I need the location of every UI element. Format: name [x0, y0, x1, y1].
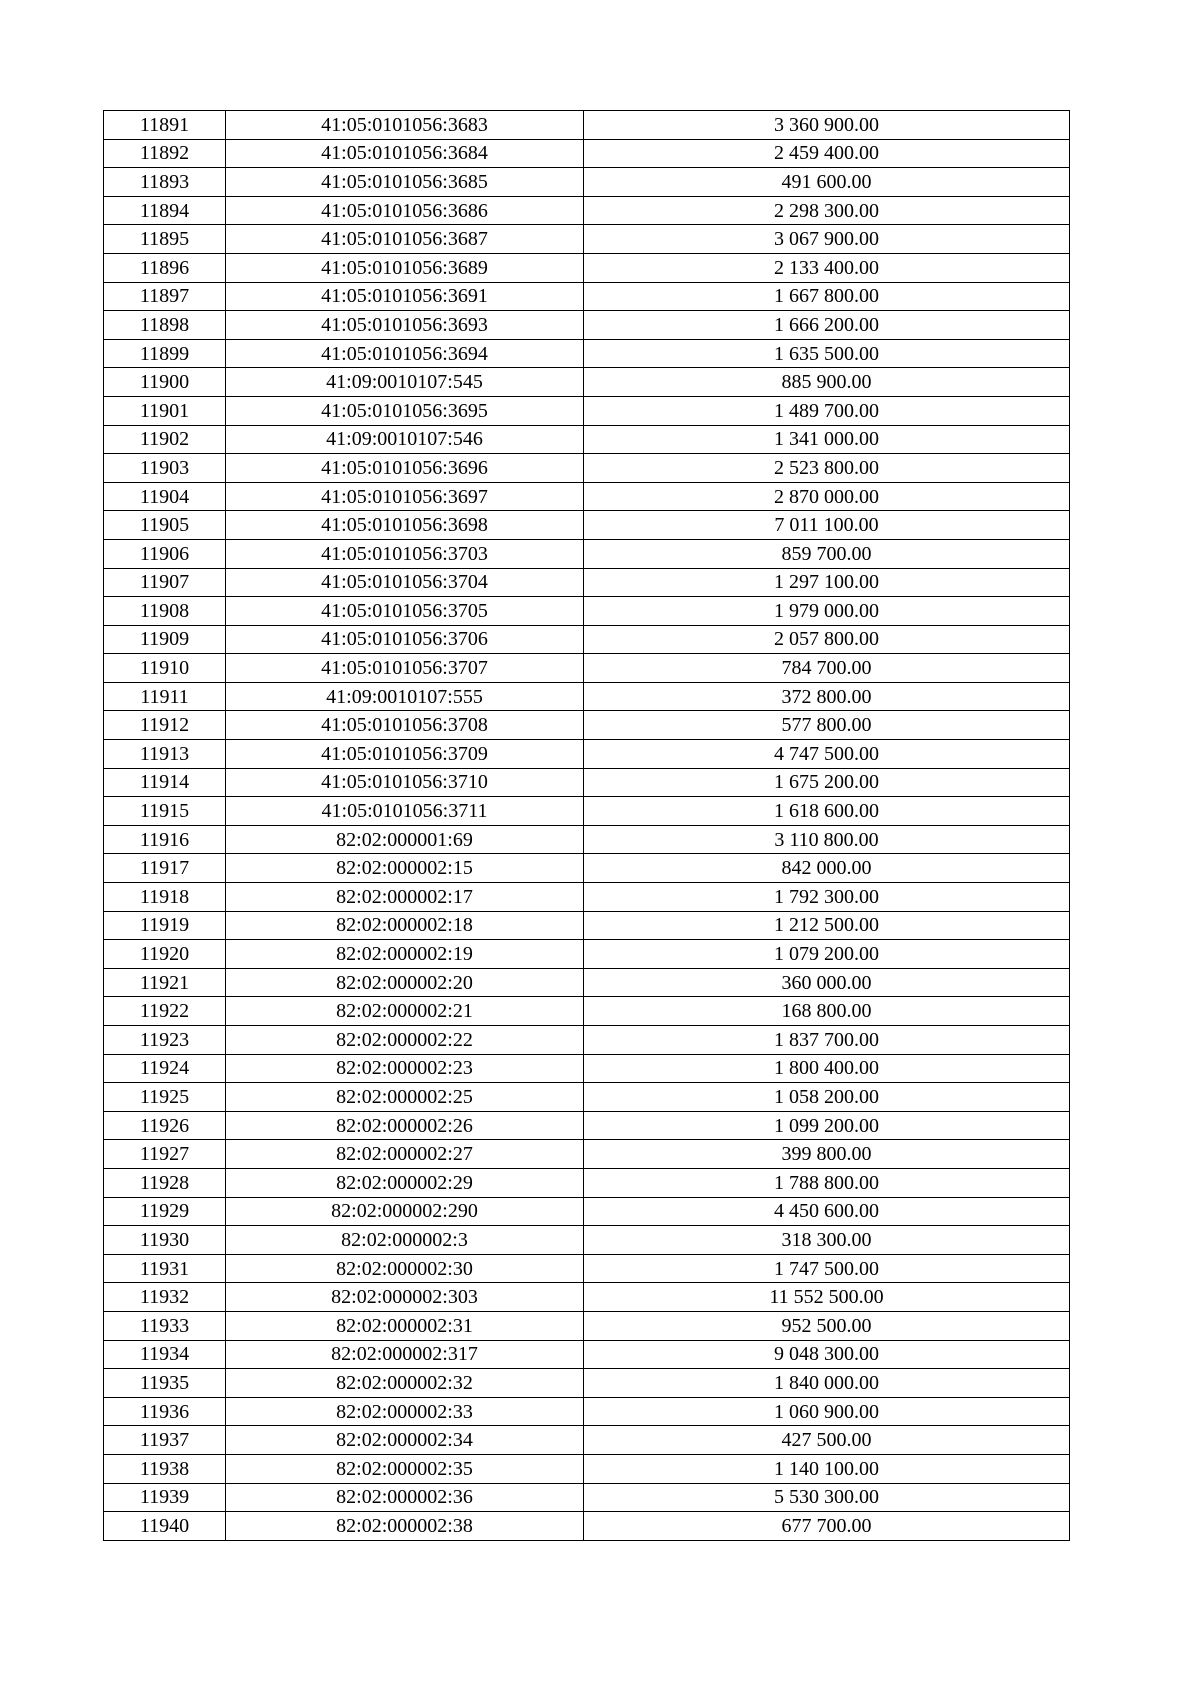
cadastral-value-cell: 3 067 900.00	[584, 225, 1070, 254]
cadastral-value-table	[103, 110, 1070, 1541]
cadastral-value-cell: 1 837 700.00	[584, 1026, 1070, 1055]
row-number-cell: 11903	[104, 454, 226, 483]
cadastral-value-cell: 4 450 600.00	[584, 1197, 1070, 1226]
table-row	[104, 253, 1070, 282]
cadastral-value-cell: 1 675 200.00	[584, 768, 1070, 797]
table-row	[104, 1512, 1070, 1541]
cadastral-value-cell: 7 011 100.00	[584, 511, 1070, 540]
cadastral-number-cell: 82:02:000002:25	[226, 1083, 584, 1112]
table-row	[104, 682, 1070, 711]
cadastral-value-cell: 952 500.00	[584, 1311, 1070, 1340]
table-row	[104, 1369, 1070, 1398]
row-number-cell: 11929	[104, 1197, 226, 1226]
table-row	[104, 454, 1070, 483]
cadastral-value-cell: 5 530 300.00	[584, 1483, 1070, 1512]
cadastral-value-cell: 1 212 500.00	[584, 911, 1070, 940]
cadastral-number-cell: 82:02:000002:38	[226, 1512, 584, 1541]
cadastral-value-cell: 1 788 800.00	[584, 1168, 1070, 1197]
cadastral-number-cell: 82:02:000002:34	[226, 1426, 584, 1455]
row-number-cell: 11921	[104, 968, 226, 997]
row-number-cell: 11924	[104, 1054, 226, 1083]
row-number-cell: 11927	[104, 1140, 226, 1169]
cadastral-value-cell: 318 300.00	[584, 1226, 1070, 1255]
cadastral-number-cell: 41:05:0101056:3693	[226, 311, 584, 340]
row-number-cell: 11901	[104, 396, 226, 425]
cadastral-number-cell: 41:05:0101056:3686	[226, 196, 584, 225]
row-number-cell: 11930	[104, 1226, 226, 1255]
cadastral-number-cell: 82:02:000002:29	[226, 1168, 584, 1197]
table-row	[104, 1140, 1070, 1169]
table-row	[104, 482, 1070, 511]
table-row	[104, 968, 1070, 997]
table-row	[104, 854, 1070, 883]
row-number-cell: 11909	[104, 625, 226, 654]
row-number-cell: 11892	[104, 139, 226, 168]
row-number-cell: 11935	[104, 1369, 226, 1398]
cadastral-value-cell: 1 297 100.00	[584, 568, 1070, 597]
cadastral-value-cell: 1 099 200.00	[584, 1111, 1070, 1140]
cadastral-number-cell: 41:05:0101056:3685	[226, 168, 584, 197]
row-number-cell: 11933	[104, 1311, 226, 1340]
row-number-cell: 11936	[104, 1397, 226, 1426]
cadastral-number-cell: 82:02:000002:21	[226, 997, 584, 1026]
row-number-cell: 11912	[104, 711, 226, 740]
table-row	[104, 1483, 1070, 1512]
table-row	[104, 368, 1070, 397]
cadastral-number-cell: 82:02:000002:317	[226, 1340, 584, 1369]
table-row	[104, 1111, 1070, 1140]
row-number-cell: 11917	[104, 854, 226, 883]
table-row	[104, 396, 1070, 425]
cadastral-number-cell: 41:05:0101056:3687	[226, 225, 584, 254]
table-row	[104, 139, 1070, 168]
table-row	[104, 625, 1070, 654]
table-row	[104, 1311, 1070, 1340]
row-number-cell: 11894	[104, 196, 226, 225]
row-number-cell: 11919	[104, 911, 226, 940]
table-row	[104, 168, 1070, 197]
cadastral-number-cell: 82:02:000002:19	[226, 940, 584, 969]
cadastral-number-cell: 41:05:0101056:3711	[226, 797, 584, 826]
row-number-cell: 11932	[104, 1283, 226, 1312]
cadastral-value-cell: 3 360 900.00	[584, 111, 1070, 140]
row-number-cell: 11899	[104, 339, 226, 368]
cadastral-number-cell: 41:05:0101056:3704	[226, 568, 584, 597]
cadastral-value-cell: 427 500.00	[584, 1426, 1070, 1455]
cadastral-value-cell: 2 133 400.00	[584, 253, 1070, 282]
table-row	[104, 1226, 1070, 1255]
row-number-cell: 11925	[104, 1083, 226, 1112]
cadastral-number-cell: 82:02:000002:27	[226, 1140, 584, 1169]
row-number-cell: 11907	[104, 568, 226, 597]
cadastral-value-cell: 372 800.00	[584, 682, 1070, 711]
table-row	[104, 282, 1070, 311]
cadastral-number-cell: 41:05:0101056:3708	[226, 711, 584, 740]
cadastral-value-cell: 1 979 000.00	[584, 597, 1070, 626]
cadastral-value-cell: 2 057 800.00	[584, 625, 1070, 654]
cadastral-number-cell: 82:02:000002:31	[226, 1311, 584, 1340]
row-number-cell: 11928	[104, 1168, 226, 1197]
cadastral-value-cell: 677 700.00	[584, 1512, 1070, 1541]
table-row	[104, 1168, 1070, 1197]
table-row	[104, 1340, 1070, 1369]
cadastral-value-cell: 2 523 800.00	[584, 454, 1070, 483]
table-row	[104, 883, 1070, 912]
row-number-cell: 11895	[104, 225, 226, 254]
table-row	[104, 539, 1070, 568]
row-number-cell: 11893	[104, 168, 226, 197]
cadastral-number-cell: 41:05:0101056:3696	[226, 454, 584, 483]
cadastral-number-cell: 82:02:000002:303	[226, 1283, 584, 1312]
cadastral-number-cell: 41:05:0101056:3707	[226, 654, 584, 683]
row-number-cell: 11910	[104, 654, 226, 683]
cadastral-number-cell: 41:05:0101056:3689	[226, 253, 584, 282]
cadastral-number-cell: 41:05:0101056:3697	[226, 482, 584, 511]
row-number-cell: 11923	[104, 1026, 226, 1055]
row-number-cell: 11896	[104, 253, 226, 282]
row-number-cell: 11905	[104, 511, 226, 540]
cadastral-value-cell: 9 048 300.00	[584, 1340, 1070, 1369]
cadastral-value-cell: 1 489 700.00	[584, 396, 1070, 425]
row-number-cell: 11934	[104, 1340, 226, 1369]
row-number-cell: 11939	[104, 1483, 226, 1512]
cadastral-number-cell: 82:02:000001:69	[226, 825, 584, 854]
row-number-cell: 11920	[104, 940, 226, 969]
table-row	[104, 1397, 1070, 1426]
cadastral-number-cell: 82:02:000002:30	[226, 1254, 584, 1283]
cadastral-number-cell: 41:05:0101056:3691	[226, 282, 584, 311]
row-number-cell: 11922	[104, 997, 226, 1026]
cadastral-value-cell: 360 000.00	[584, 968, 1070, 997]
row-number-cell: 11931	[104, 1254, 226, 1283]
cadastral-value-cell: 842 000.00	[584, 854, 1070, 883]
row-number-cell: 11908	[104, 597, 226, 626]
cadastral-value-cell: 2 459 400.00	[584, 139, 1070, 168]
table-row	[104, 797, 1070, 826]
row-number-cell: 11918	[104, 883, 226, 912]
table-row	[104, 825, 1070, 854]
cadastral-number-cell: 82:02:000002:290	[226, 1197, 584, 1226]
cadastral-value-cell: 1 058 200.00	[584, 1083, 1070, 1112]
cadastral-value-cell: 859 700.00	[584, 539, 1070, 568]
table-row	[104, 1454, 1070, 1483]
table-row	[104, 225, 1070, 254]
table-body	[104, 111, 1070, 1541]
row-number-cell: 11926	[104, 1111, 226, 1140]
table-row	[104, 597, 1070, 626]
cadastral-value-cell: 1 341 000.00	[584, 425, 1070, 454]
cadastral-number-cell: 82:02:000002:17	[226, 883, 584, 912]
cadastral-number-cell: 41:05:0101056:3683	[226, 111, 584, 140]
cadastral-number-cell: 82:02:000002:26	[226, 1111, 584, 1140]
cadastral-number-cell: 82:02:000002:33	[226, 1397, 584, 1426]
cadastral-value-cell: 2 870 000.00	[584, 482, 1070, 511]
cadastral-number-cell: 82:02:000002:36	[226, 1483, 584, 1512]
cadastral-value-cell: 491 600.00	[584, 168, 1070, 197]
cadastral-number-cell: 41:09:0010107:546	[226, 425, 584, 454]
table-row	[104, 511, 1070, 540]
table-row	[104, 196, 1070, 225]
cadastral-value-cell: 1 060 900.00	[584, 1397, 1070, 1426]
row-number-cell: 11940	[104, 1512, 226, 1541]
table-row	[104, 711, 1070, 740]
cadastral-number-cell: 82:02:000002:20	[226, 968, 584, 997]
table-row	[104, 311, 1070, 340]
table-row	[104, 1026, 1070, 1055]
cadastral-value-cell: 577 800.00	[584, 711, 1070, 740]
cadastral-value-cell: 1 792 300.00	[584, 883, 1070, 912]
cadastral-value-cell: 2 298 300.00	[584, 196, 1070, 225]
row-number-cell: 11906	[104, 539, 226, 568]
table-row	[104, 1054, 1070, 1083]
cadastral-number-cell: 82:02:000002:32	[226, 1369, 584, 1398]
table-row	[104, 425, 1070, 454]
cadastral-number-cell: 41:09:0010107:545	[226, 368, 584, 397]
row-number-cell: 11900	[104, 368, 226, 397]
row-number-cell: 11898	[104, 311, 226, 340]
row-number-cell: 11915	[104, 797, 226, 826]
cadastral-value-cell: 1 667 800.00	[584, 282, 1070, 311]
table-row	[104, 568, 1070, 597]
cadastral-number-cell: 82:02:000002:35	[226, 1454, 584, 1483]
cadastral-value-cell: 1 635 500.00	[584, 339, 1070, 368]
row-number-cell: 11913	[104, 740, 226, 769]
cadastral-number-cell: 41:05:0101056:3695	[226, 396, 584, 425]
cadastral-number-cell: 82:02:000002:15	[226, 854, 584, 883]
cadastral-value-cell: 1 618 600.00	[584, 797, 1070, 826]
table-row	[104, 339, 1070, 368]
cadastral-value-cell: 1 747 500.00	[584, 1254, 1070, 1283]
table-row	[104, 1083, 1070, 1112]
table-row	[104, 1283, 1070, 1312]
row-number-cell: 11937	[104, 1426, 226, 1455]
cadastral-number-cell: 41:05:0101056:3710	[226, 768, 584, 797]
cadastral-value-cell: 3 110 800.00	[584, 825, 1070, 854]
cadastral-number-cell: 41:05:0101056:3684	[226, 139, 584, 168]
cadastral-number-cell: 41:05:0101056:3706	[226, 625, 584, 654]
cadastral-value-cell: 4 747 500.00	[584, 740, 1070, 769]
row-number-cell: 11902	[104, 425, 226, 454]
cadastral-number-cell: 41:09:0010107:555	[226, 682, 584, 711]
row-number-cell: 11911	[104, 682, 226, 711]
row-number-cell: 11891	[104, 111, 226, 140]
cadastral-value-cell: 784 700.00	[584, 654, 1070, 683]
cadastral-number-cell: 41:05:0101056:3705	[226, 597, 584, 626]
cadastral-value-cell: 11 552 500.00	[584, 1283, 1070, 1312]
cadastral-number-cell: 82:02:000002:22	[226, 1026, 584, 1055]
cadastral-number-cell: 82:02:000002:23	[226, 1054, 584, 1083]
table-row	[104, 740, 1070, 769]
cadastral-number-cell: 41:05:0101056:3694	[226, 339, 584, 368]
cadastral-value-cell: 1 079 200.00	[584, 940, 1070, 969]
cadastral-number-cell: 41:05:0101056:3709	[226, 740, 584, 769]
cadastral-value-cell: 399 800.00	[584, 1140, 1070, 1169]
row-number-cell: 11916	[104, 825, 226, 854]
table-row	[104, 940, 1070, 969]
cadastral-number-cell: 41:05:0101056:3703	[226, 539, 584, 568]
table-row	[104, 1197, 1070, 1226]
cadastral-value-cell: 1 140 100.00	[584, 1454, 1070, 1483]
row-number-cell: 11914	[104, 768, 226, 797]
row-number-cell: 11897	[104, 282, 226, 311]
table-row	[104, 1426, 1070, 1455]
table-row	[104, 654, 1070, 683]
row-number-cell: 11938	[104, 1454, 226, 1483]
table-row	[104, 111, 1070, 140]
cadastral-number-cell: 82:02:000002:3	[226, 1226, 584, 1255]
cadastral-number-cell: 82:02:000002:18	[226, 911, 584, 940]
cadastral-value-cell: 1 840 000.00	[584, 1369, 1070, 1398]
cadastral-number-cell: 41:05:0101056:3698	[226, 511, 584, 540]
cadastral-value-cell: 1 666 200.00	[584, 311, 1070, 340]
table-row	[104, 911, 1070, 940]
row-number-cell: 11904	[104, 482, 226, 511]
table-row	[104, 768, 1070, 797]
cadastral-value-cell: 1 800 400.00	[584, 1054, 1070, 1083]
cadastral-value-cell: 885 900.00	[584, 368, 1070, 397]
table-row	[104, 997, 1070, 1026]
table-row	[104, 1254, 1070, 1283]
cadastral-value-cell: 168 800.00	[584, 997, 1070, 1026]
